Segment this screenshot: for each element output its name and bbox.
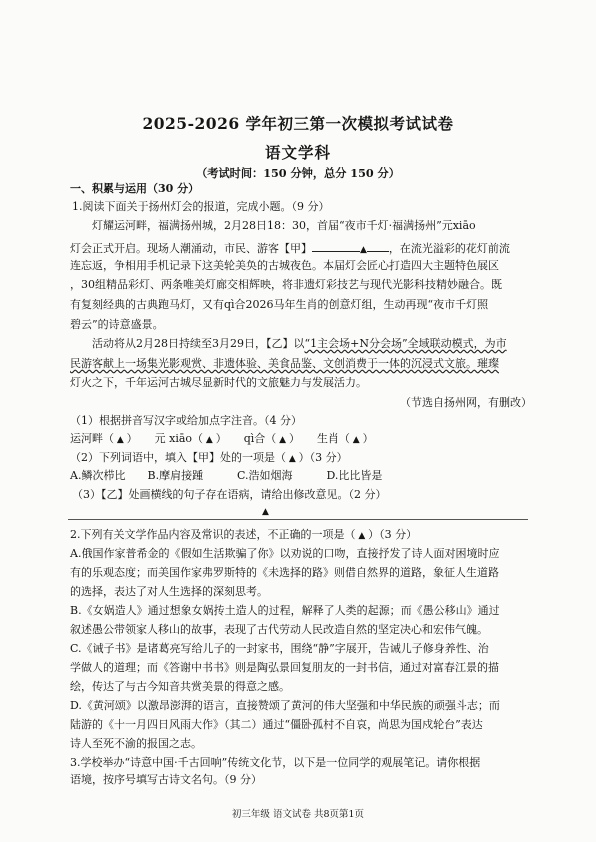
- page-footer: 初三年级 语文试卷 共8页第1页: [231, 809, 365, 820]
- q3-line: 3.学校举办“诗意中国·千古回响”传统文化节，以下是一位同学的观展笔记。请你根据: [70, 756, 481, 769]
- exam-info: （考试时间：150 分钟，总分 150 分）: [196, 166, 400, 180]
- pinyin-item-1-close: ）: [126, 432, 138, 445]
- option-a[interactable]: A.鳞次栉比: [70, 469, 126, 482]
- q1-p2-line1: [92, 337, 554, 351]
- q1-p1-line4: ，30组精品彩灯、两条唯美灯廊交相辉映，将非遗灯彩技艺与现代光影科技精妙融合。既: [70, 278, 502, 291]
- pinyin-item-3: qì合（: [243, 432, 277, 445]
- q1-sub2-options: [70, 469, 532, 483]
- pinyin-item-1: 运河畔（: [70, 432, 114, 445]
- triangle-icon: ▲: [355, 531, 369, 541]
- option-d[interactable]: D.比比皆是: [326, 469, 383, 482]
- pinyin-item-4-close: ）: [362, 432, 374, 445]
- option-b[interactable]: B.摩肩接踵: [147, 469, 204, 482]
- triangle-icon: ▲: [262, 507, 269, 517]
- yi-sentence-body: 民游客献上一场集光影观赏、非遗体验、美食品鉴、文创消费于一体的沉浸式文旅。璀璨: [70, 357, 499, 370]
- exam-title: 2025-2026 学年初三第一次模拟考试试卷: [142, 114, 454, 133]
- q2-line: 的选择，表达了对人生选择的深刻思考。: [70, 585, 268, 598]
- q1-sub2-end: ）（3 分）: [298, 451, 348, 464]
- question-1-intro: 1.阅读下面关于扬州灯会的报道，完成小题。（9 分）: [72, 200, 330, 213]
- triangle-icon: ▲: [203, 435, 216, 445]
- q2-line: 陆游的《十一月四日风雨大作》（其二）通过“僵卧孤村不自哀，尚思为国戍轮台”表达: [70, 718, 483, 731]
- q2-intro-text: 2.下列有关文学作品内容及常识的表述，不正确的一项是（: [70, 528, 356, 541]
- jia-blank-tail: [367, 240, 389, 252]
- q1-sub1-items: [70, 432, 532, 447]
- triangle-icon: ▲: [114, 435, 127, 445]
- q1-sub2: [70, 451, 532, 466]
- q1-p1-line2-tail: ，在流光溢彩的花灯前流: [388, 242, 510, 255]
- pinyin-item-4: 生肖（: [316, 432, 350, 445]
- q1-sub3: （3）【乙】处画横线的句子存在语病，请给出修改意见。（2 分）: [72, 488, 387, 501]
- q1-p1-line5: 有复刻经典的古典跑马灯，又有qì合2026马年生肖的创意灯组，生动再现“夜市千灯照: [70, 298, 489, 311]
- question-2-intro: [70, 528, 532, 543]
- q1-p2-line2: [70, 357, 532, 371]
- q2-line: 诗人至死不渝的报国之志。: [70, 737, 202, 750]
- q1-p1-line2: [70, 240, 532, 257]
- q1-p1-line6: 碧云”的诗意盛景。: [70, 318, 164, 331]
- exam-subject: 语文学科: [264, 143, 331, 162]
- triangle-icon: ▲: [286, 454, 299, 464]
- q1-p1-line2-text: 灯会正式开启。现场人潮涌动，市民、游客【甲】: [70, 242, 312, 255]
- q2-line: D.《黄河颂》以激昂澎湃的语言，直接赞颂了黄河的伟大坚强和中华民族的顽强斗志；而: [70, 699, 500, 712]
- q2-intro-end: ）（3 分）: [368, 528, 418, 541]
- pinyin-item-2: 元 xiāo（: [154, 432, 204, 445]
- q2-line: A.俄国作家普希金的《假如生活欺骗了你》以劝说的口吻，直接抒发了诗人面对困境时应: [70, 547, 500, 560]
- triangle-icon: ▲: [276, 435, 289, 445]
- q1-sub1: （1）根据拼音写汉字或给加点字注音。（4 分）: [70, 414, 302, 427]
- q1-p1-line1: 灯耀运河畔，福满扬州城，2月28日18：30，首届“夜市千灯·福满扬州”元xiāo: [92, 219, 476, 232]
- q2-line: C.《诫子书》是诸葛亮写给儿子的一封家书，围绕“静”字展开，告诫儿子修身养性、治: [70, 642, 489, 655]
- q2-line: 学做人的道理；而《答谢中书书》则是陶弘景回复朋友的一封书信，通过对富春江景的描: [70, 661, 499, 674]
- option-c[interactable]: C.浩如烟海: [237, 469, 293, 482]
- yi-sentence-start: “1主会场+N分会场”全域联动模式，为市: [304, 337, 507, 350]
- triangle-icon: ▲: [360, 245, 367, 255]
- triangle-icon: ▲: [349, 435, 363, 445]
- source-note: （节选自扬州网，有删改）: [400, 396, 532, 409]
- q2-line: B.《女娲造人》通过想象女娲抟土造人的过程，解释了人类的起源；而《愚公移山》通过: [70, 604, 500, 617]
- q2-line: 叙述愚公带领家人移山的故事，表现了古代劳动人民改造自然的坚定决心和宏伟气魄。: [70, 623, 488, 636]
- q1-p1-line3: 连忘返，争相用手机记录下这美轮美奂的古城夜色。本届灯会匠心打造四大主题特色展区: [70, 259, 499, 272]
- answer-rule: [68, 519, 528, 520]
- pinyin-item-3-close: ）: [288, 432, 300, 445]
- jia-blank[interactable]: [312, 240, 360, 252]
- section-heading: 一、积累与运用（30 分）: [70, 182, 200, 195]
- pinyin-item-2-close: ）: [215, 432, 227, 445]
- q1-p2-line3: 灯火之下，千年运河古城尽显新时代的文旅魅力与发展活力。: [70, 376, 367, 389]
- q1-sub2-text: （2）下列词语中，填入【甲】处的一项是（: [70, 451, 286, 464]
- q1-p2-line1-text: 活动将从2月28日持续至3月29日，【乙】以: [92, 337, 305, 350]
- q2-line: 绘，传达了与古今知音共赏美景的得意之感。: [70, 680, 290, 693]
- q2-line: 有的乐观态度；而美国作家弗罗斯特的《未选择的路》则借自然界的道路，象征人生道路: [70, 566, 499, 579]
- q3-line: 语境，按序号填写古诗文名句。（9 分）: [70, 773, 262, 786]
